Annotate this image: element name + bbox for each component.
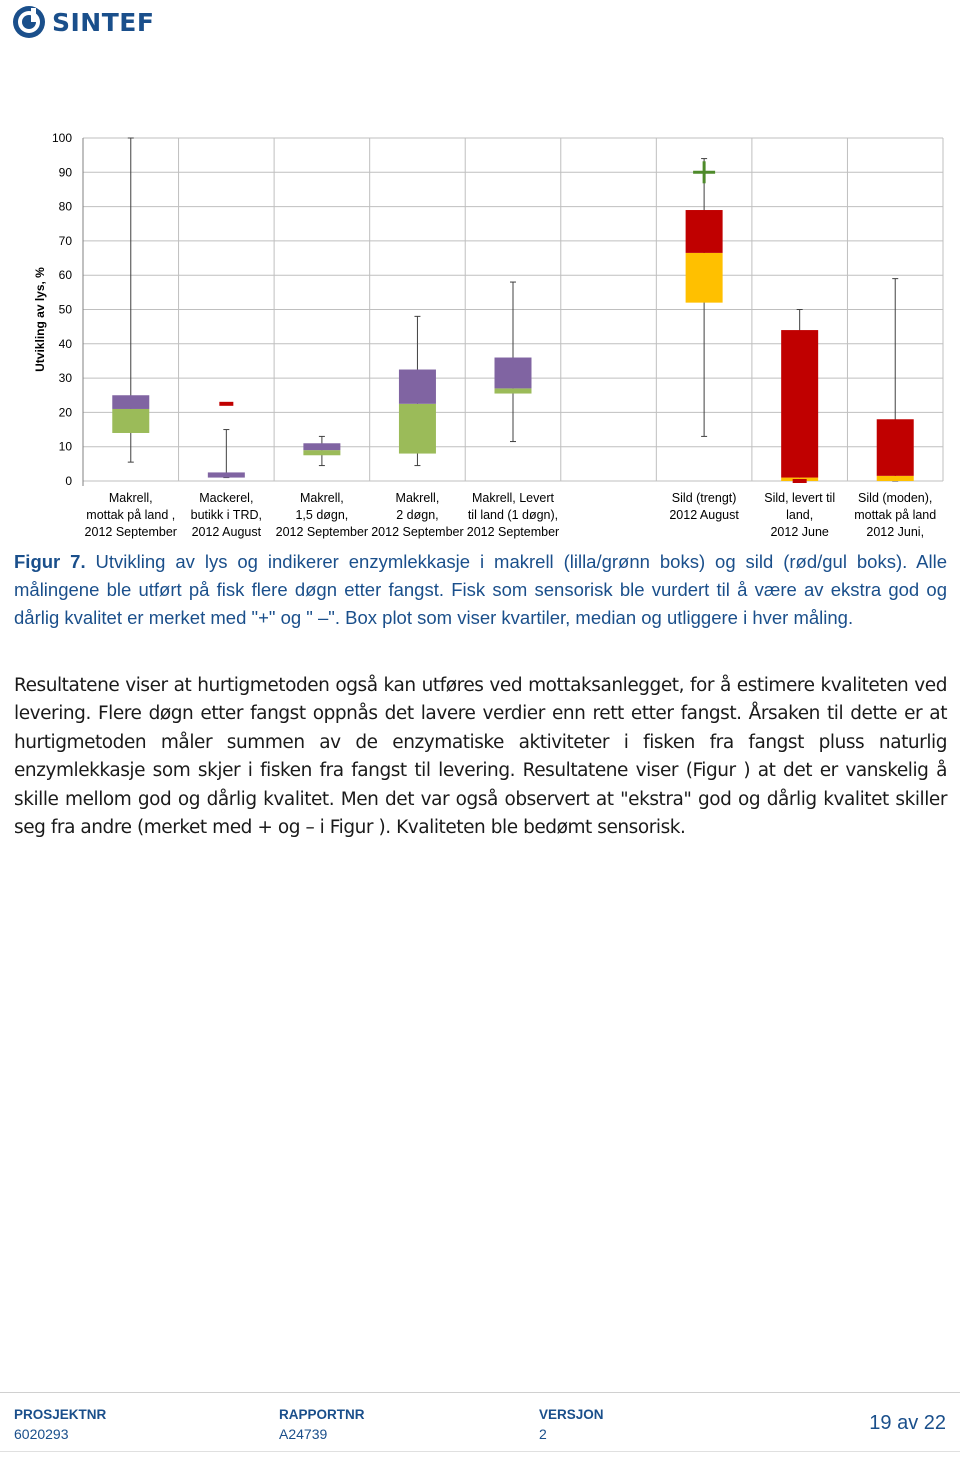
x-tick-label: Makrell, [300,491,344,505]
y-tick-label: 80 [58,199,72,214]
y-tick-label: 90 [58,165,72,180]
x-tick-label: 2012 September [466,525,560,539]
y-tick-label: 60 [58,268,72,283]
box-upper-quartile [112,395,149,409]
box-upper-quartile [877,419,914,476]
footer-bottom-divider [0,1451,960,1452]
box-upper-quartile [303,443,340,450]
caption-label: Figur 7. [14,551,86,572]
box-upper-quartile [686,210,723,253]
box-lower-quartile [686,253,723,303]
y-tick-label: 10 [58,439,72,454]
boxplot-chart [0,120,960,545]
y-axis-label: Utvikling av lys, % [33,267,47,372]
x-tick-label: mottak på land , [86,508,176,522]
footer-version-label: VERSJON [539,1407,604,1422]
y-tick-label: 70 [58,233,72,248]
page-number: 19 av 22 [869,1412,946,1434]
box-lower-quartile [303,450,340,455]
x-tick-label: 2012 September [84,525,177,539]
x-tick-label: land, [786,508,814,522]
x-tick-label: Makrell, Levert [472,491,554,505]
y-tick-label: 0 [65,474,72,488]
footer-report-label: RAPPORTNR [279,1407,365,1422]
box-lower-quartile [877,476,914,481]
x-tick-label: Makrell, [395,491,440,505]
y-tick-label: 40 [58,336,72,351]
x-tick-label: 2012 August [191,525,262,539]
x-tick-label: 2012 June [770,525,829,539]
box-lower-quartile [495,388,532,393]
x-tick-label: Sild (moden), [858,491,933,505]
box-upper-quartile [208,472,245,477]
box-upper-quartile [399,370,436,404]
box-lower-quartile [112,409,149,433]
sintef-logo [12,4,154,40]
x-tick-label: til land (1 døgn), [467,508,559,522]
logo-text: SINTEF [52,7,155,37]
x-tick-label: Sild, levert til [764,491,836,505]
footer-report-value: A24739 [279,1426,328,1442]
y-tick-label: 30 [58,371,72,386]
box-lower-quartile [399,404,436,454]
x-tick-label: butikk i TRD, [190,508,262,522]
footer-project-value: 6020293 [14,1426,69,1442]
x-tick-label: mottak på land [854,508,937,522]
x-tick-label: 2012 September [371,525,464,539]
x-tick-label: 2012 August [669,508,739,522]
y-tick-label: 20 [58,405,72,420]
figure-caption [14,548,947,632]
body-paragraph: Resultatene viser at hurtigmetoden også kan utføres ved mottaksanlegget, for å estimere kvaliteten ved levering. Flere døgn etter fangst oppnås det lavere verdier enn rett etter fangst. Årsaken til dette er at hurtigmetoden måler summen av de enzymatiske aktiviteter i fisken fra fangst pluss naturlig enzymlekkasje som skjer i fisken fra fangst til levering. Resultatene viser (Figur ) at det er vanskelig å skille mellom god og dårlig kvalitet. Men det var også observert at "ekstra" god og dårlig kvalitet skiller seg fra andre (merket med + og – i Figur ). Kvaliteten ble bedømt sensorisk. [14,675,947,839]
x-tick-label: Makrell, [108,491,153,505]
x-tick-label: Sild (trengt) [671,491,737,505]
x-tick-label: 2012 Juni, [866,525,925,539]
box-upper-quartile [495,358,532,389]
caption-text: Utvikling av lys og indikerer enzymlekkasje i makrell (lilla/grønn boks) og sild (rød/gul boks). Alle målingene ble utført på fisk flere døgn etter fangst. Fisk som sensorisk ble vurdert til å være av ekstra god og dårlig kvalitet er merket med "+" og " –". Box plot som viser kvartiler, median og utliggere i hver måling. [14,551,948,628]
footer-version-value: 2 [539,1426,547,1442]
x-tick-label: 2012 September [275,525,369,539]
box-upper-quartile [781,330,818,477]
sintef-logo-icon [12,5,46,39]
footer-divider [0,1392,960,1393]
x-tick-label: Mackerel, [199,491,254,505]
footer-project-label: PROSJEKTNR [14,1407,107,1422]
x-tick-label: 2 døgn, [396,508,439,522]
x-tick-label: 1,5 døgn, [295,508,349,522]
y-tick-label: 50 [58,302,72,317]
y-tick-label: 100 [51,131,72,145]
